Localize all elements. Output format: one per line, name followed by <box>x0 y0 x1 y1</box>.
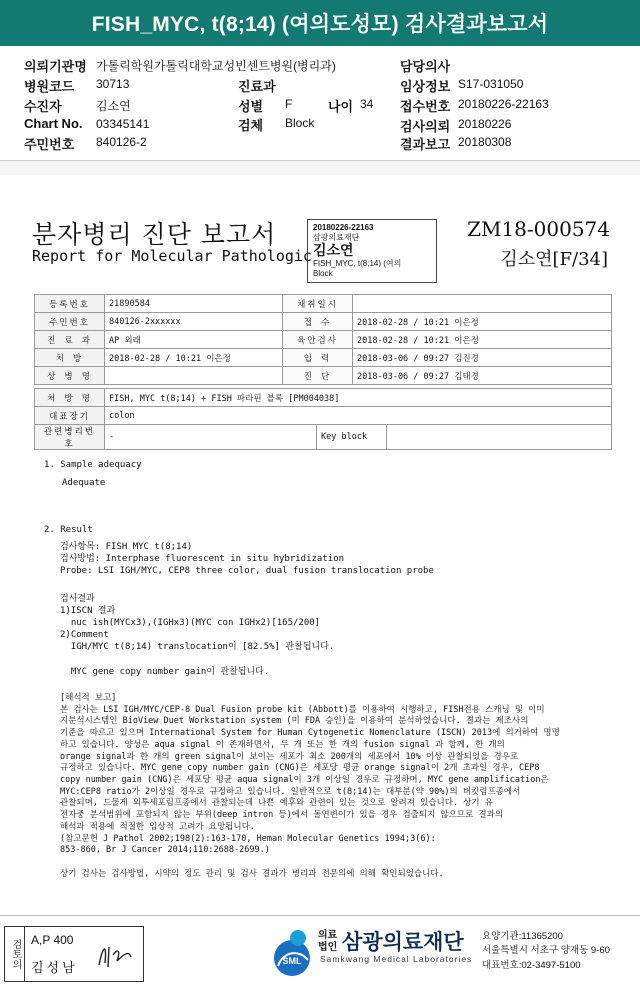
org-type <box>318 930 337 954</box>
reviewer-stamp <box>4 926 144 982</box>
sex-value: F <box>285 97 293 111</box>
cell-label: Key block <box>317 425 387 450</box>
table-row <box>35 349 612 367</box>
request-label: 검사의뢰 <box>400 119 451 134</box>
table-row <box>35 295 612 313</box>
cell-label: 진 료 과 <box>35 331 105 349</box>
result-body: 1)ISCN 결과 nuc ish(MYCx3),(IGHx3)(MYC con IGHx2)[165/200] 2)Comment IGH/MYC t(8;14) translocation이 [82.5%] 관찰됩니다. MYC gene copy number gain이 관찰됩니다. <box>60 606 335 677</box>
report-header <box>0 52 640 154</box>
stamp-label: 검토의 <box>5 927 25 981</box>
cell-value: 2018-03-06 / 09:27 김진경 <box>353 349 612 367</box>
table-row <box>35 407 612 425</box>
report-title: FISH_MYC, t(8;14) (여의도성모) 검사결과보고서 <box>91 13 549 36</box>
cell-value <box>105 367 283 385</box>
ssn-label: 주민번호 <box>24 137 75 152</box>
chart-no-label: Chart No. <box>24 116 83 131</box>
org-name: 삼광의료재단 <box>342 931 464 954</box>
report-title-bar <box>0 0 640 46</box>
cell-label: 상 병 명 <box>35 367 105 385</box>
page-gap <box>0 161 640 175</box>
specimen-value: Block <box>285 116 315 130</box>
sticker-receipt: 20180226-22163 <box>313 223 374 232</box>
sticker-specimen: Block <box>313 268 333 278</box>
report-footer <box>0 918 640 990</box>
sticker-test: FISH_MYC, t(8;14) (여의 <box>313 258 402 268</box>
cell-value <box>387 425 612 450</box>
cell-label: 진 단 <box>283 367 353 385</box>
report-date-value: 20180308 <box>458 135 512 149</box>
receipt-label: 접수번호 <box>400 99 451 114</box>
sticker-org: 삼광의료재단 <box>313 232 360 242</box>
result-heading: 검사결과 <box>60 594 95 604</box>
cell-value: FISH, MYC t(8;14) + FISH 파라핀 블록 [PM004038] <box>105 389 612 407</box>
cell-label: 등록번호 <box>35 295 105 313</box>
patient-tag: 김소연[F/34] <box>500 249 608 270</box>
section-sample-title: 1. Sample adequacy <box>44 460 142 470</box>
cell-label: 관련병리번호 <box>35 425 105 450</box>
sex-label: 성별 <box>238 99 264 114</box>
report-date-label: 결과보고 <box>400 137 451 152</box>
recipient-label: 수진자 <box>24 99 62 114</box>
org-info-address: 서울특별시 서초구 양재동 9-60 <box>482 945 610 957</box>
doc-english-title: Report for Molecular Pathologic <box>32 247 312 265</box>
cell-value: AP 외래 <box>105 331 283 349</box>
cell-value: 840126-2xxxxxx <box>105 313 283 331</box>
section-result-title: 2. Result <box>44 525 93 535</box>
clinical-value: S17-031050 <box>458 77 524 91</box>
signature-icon <box>95 935 135 975</box>
table-row <box>35 313 612 331</box>
cell-label: 대표장기 <box>35 407 105 425</box>
ssn-value: 840126-2 <box>96 135 147 149</box>
table-row <box>35 425 612 450</box>
sticker-name: 김소연 <box>313 242 354 259</box>
specimen-label: 검체 <box>238 118 264 133</box>
cell-label: 채취일시 <box>283 295 353 313</box>
scanned-report-page <box>0 175 640 915</box>
cell-value: 2018-03-06 / 09:27 김태경 <box>353 367 612 385</box>
hospital-code-value: 30713 <box>96 77 130 91</box>
age-label: 나이 <box>328 99 354 114</box>
cell-value: 2018-02-28 / 10:21 이은정 <box>105 349 283 367</box>
hospital-code-label: 병원코드 <box>24 79 75 94</box>
sml-logo-icon <box>268 926 316 978</box>
cell-label: 육안검사 <box>283 331 353 349</box>
clinical-label: 임상정보 <box>400 79 451 94</box>
age-value: 34 <box>360 97 374 111</box>
doctor-label: 담당의사 <box>400 59 451 74</box>
order-table <box>34 388 612 450</box>
cell-label: 접 수 <box>283 313 353 331</box>
specimen-label-sticker <box>307 219 437 283</box>
cell-value: 2018-02-28 / 10:21 이은정 <box>353 313 612 331</box>
org-english-name: Samkwang Medical Laboratories <box>320 954 473 964</box>
receipt-value: 20180226-22163 <box>458 97 549 111</box>
table-row <box>35 389 612 407</box>
dept-label: 진료과 <box>238 79 276 94</box>
table-row <box>35 367 612 385</box>
cell-label: 처 방 명 <box>35 389 105 407</box>
chart-no-value: 03345141 <box>96 117 150 131</box>
stamp-signer: 김성남 <box>31 960 78 975</box>
org-info-phone: 대표번호:02-3497-5100 <box>482 959 581 971</box>
cell-label: 처 방 <box>35 349 105 367</box>
footer-divider <box>0 915 640 916</box>
org-info-code: 요양기관:11365200 <box>482 931 563 942</box>
interpretive-report: [해석적 보고] 본 검사는 LSI IGH/MYC/CEP-8 Dual Fusion probe kit (Abbott)를 이용하여 시행하고, FISH전용 스캐닝 및 이미 지분석시스템인 BioView Duet Workstation system (미 FDA 승인)을 이용하여 분석하였습니다. 결과는 제조사의 기준을 따르고 있으며 International System for Human Cytogenetic Nomenclature (ISCN) 2013에 의거하여 명명 하고 있습니다. 양성은 aqua signal 이 존재하면서, 두 개 또는 한 개의 fusion signal 과 함께, 한 개의 orange signal과 한 개의 green signal이 보이는 세포가 최소 200개의 세포에서 10% 이상 관찰되었을 경우로 규정하고 있습니다. MYC gene copy number gain (CNG)은 세포당 평균 orange signal이 2개 초과일 경우, CEP8 copy number gain (CNG)은 세포당 평균 aqua signal이 3개 이상일 경우로 규정하며, MYC gene amplification은 MYC:CEP8 ratio가 2이상일 경우로 규정하고 있습니다. 일반적으로 t(8;14)는 대부분(약 90%)의 버킷림프종에서 관찰되며, 드물게 외투세포림프종에서 관찰되는데 나쁜 예후와 관련이 있는 것으로 알려져 있습니다. 상기 유 전자중 분석범위에 포함되지 않는 부위(deep intron 등)에서 돌연변이가 있을 경우 검출되지 않으므로 결과의 해석과 적용에 적절한 임상적 고려가 요망됩니다. (참고문헌 J Pathol 2002;198(2):163-170, Heman Molecular Genetics 1994;3(6): 853-860, Br J Cancer 2014;110:2688-2699.) 상기 검사는 검사방법, 시약의 정도 관리 및 검사 결과가 병리과 전문의에 의해 확인되었습니다. <box>60 693 560 879</box>
section-sample-value: Adequate <box>62 478 106 488</box>
institution-value: 가톨릭학원가톨릭대학교성빈센트병원(병리과) <box>96 59 336 73</box>
cell-value <box>353 295 612 313</box>
cell-value: colon <box>105 407 612 425</box>
stamp-dept: A,P 400 <box>31 933 74 947</box>
cell-value: 21890584 <box>105 295 283 313</box>
org-contact-info <box>482 930 610 973</box>
registration-table <box>34 294 612 385</box>
result-method-lines: 검사항목: FISH MYC t(8;14) 검사방법: Interphase fluorescent in situ hybridization Probe: LSI IGH/MYC, CEP8 three color, dual fusion translocation probe <box>60 542 434 577</box>
org-type-1: 의료 <box>318 930 338 941</box>
doc-korean-title: 분자병리 진단 보고서 <box>32 220 277 249</box>
cell-value: - <box>105 425 317 450</box>
logo-text: SML <box>282 956 302 966</box>
report-number: ZM18-000574 <box>467 217 610 241</box>
cell-label: 주민번호 <box>35 313 105 331</box>
table-row <box>35 331 612 349</box>
org-type-2: 법인 <box>318 942 338 953</box>
institution-label: 의뢰기관명 <box>24 59 87 74</box>
cell-value: 2018-02-28 / 10:21 이은정 <box>353 331 612 349</box>
cell-label: 입 력 <box>283 349 353 367</box>
request-value: 20180226 <box>458 117 512 131</box>
recipient-value: 김소연 <box>96 99 131 113</box>
